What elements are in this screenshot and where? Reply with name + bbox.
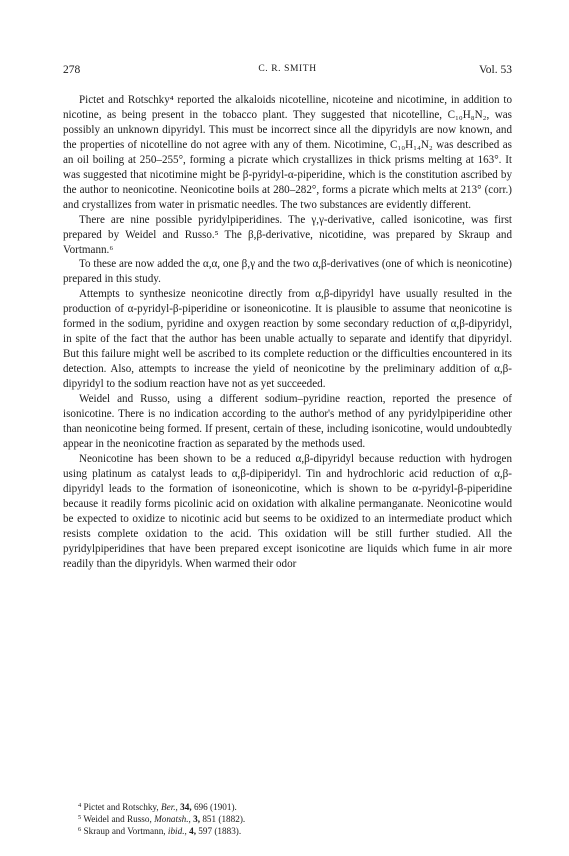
footnote-mark: 4 — [78, 802, 82, 810]
footnote-mark: 6 — [78, 826, 82, 834]
footnote-mark: 5 — [78, 814, 82, 822]
footnote-journal: Ber., — [161, 802, 178, 812]
paragraph: Weidel and Russo, using a different sodium–pyridine reaction, reported the presence of isonicotine. There is no indication according to the author's method of any pyridylpiperidine other than neonicotine being formed. If present, certain of these, including isonicotine, would undoubtedly appear in the neonicotine fraction as separated by the methods used. — [63, 393, 512, 450]
footnote — [63, 813, 512, 825]
paragraph: To these are now added the α,α, one β,γ and the two α,β-derivatives (one of which is neonicotine) prepared in this study. — [63, 258, 512, 286]
volume-label: Vol. 53 — [478, 64, 512, 76]
footnote-volume: 3, — [193, 814, 201, 824]
footnote-journal: Monatsh., — [154, 814, 191, 824]
footnote-volume: 4, — [189, 826, 196, 836]
article-body — [63, 93, 512, 572]
footnote-volume: 34, — [180, 802, 192, 812]
paragraph: Neonicotine has been shown to be a reduced α,β-dipyridyl because reduction with hydrogen using platinum as catalyst leads to α,β-dipiperidyl. Tin and hydrochloric acid reduction of α,β-dipyridyl leads to the formation of isoneonicotine, which is shown to be α-pyridyl-β-piperidine because it readily forms picolinic acid on oxidation with alkaline permanganate. Neonicotine would be expected to oxidize to nicotinic acid but seems to be oxidized to an intermediate product which resists complete oxidation to the acid. This oxidation will be still further studied. All the pyridylpiperidines that have been prepared except isonicotine are liquids which fume in air more readily than the dipyridyls. When warmed their odor — [63, 452, 512, 570]
paragraph: Attempts to synthesize neonicotine directly from α,β-dipyridyl have usually resulted in the production of α-pyridyl-β-piperidine or isoneonicotine. It is plausible to assume that neonicotine is formed in the sodium, pyridine and oxygen reaction by some secondary reduction of α,β-dipyridyl, in spite of the fact that the author has been unable actually to separate and identify that dipyridyl. But this failure might well be ascribed to its complete reduction or the difficulties encountered in its detection. Also, attempts to increase the yield of neonicotine by the preliminary addition of α,β-dipyridyl to the sodium reaction have not as yet succeeded. — [63, 288, 512, 391]
running-head: C. R. SMITH — [258, 64, 317, 74]
footnote-pages: 597 (1883). — [198, 826, 242, 836]
footnote-authors: Skraup and Vortmann, — [83, 826, 166, 836]
footnote-authors: Pictet and Rotschky, — [83, 802, 159, 812]
page-header — [63, 64, 512, 80]
footnote — [63, 801, 512, 813]
footnote-pages: 851 (1882). — [202, 814, 246, 824]
paragraph: There are nine possible pyridylpiperidines. The γ,γ-derivative, called isonicotine, was first prepared by Weidel and Russo.⁵ The β,β-derivative, nicotidine, was prepared by Skraup and Vortmann.⁶ — [63, 213, 512, 256]
footnote-journal: ibid., — [167, 826, 187, 836]
footnote — [63, 825, 512, 837]
page-number: 278 — [63, 64, 81, 76]
footnotes — [63, 801, 512, 837]
footnote-pages: 696 (1901). — [193, 802, 237, 812]
paragraph: Pictet and Rotschky⁴ reported the alkaloids nicotelline, nicoteine and nicotimine, in addition to nicotine, as being present in the tobacco plant. They suggested that nicotelline, C₁₀H₈N₂, was possibly an unknown dipyridyl. This must be incorrect since all the dipyridyls are now known, and the properties of nicotelline do not agree with any of them. Nicotimine, C₁₀H₁₄N₂ was described as an oil boiling at 250–255°, forming a picrate which crystallizes in thick prisms melting at 163°. It was suggested that nicotimine might be β-pyridyl-α-piperidine, which is the constitution ascribed by the author to neonicotine. Neonicotine boils at 280–282°, forms a picrate which melts at 213° (corr.) and crystallizes from water in prismatic needles. The two substances are evidently different. — [63, 94, 512, 211]
footnote-authors: Weidel and Russo, — [83, 814, 152, 824]
